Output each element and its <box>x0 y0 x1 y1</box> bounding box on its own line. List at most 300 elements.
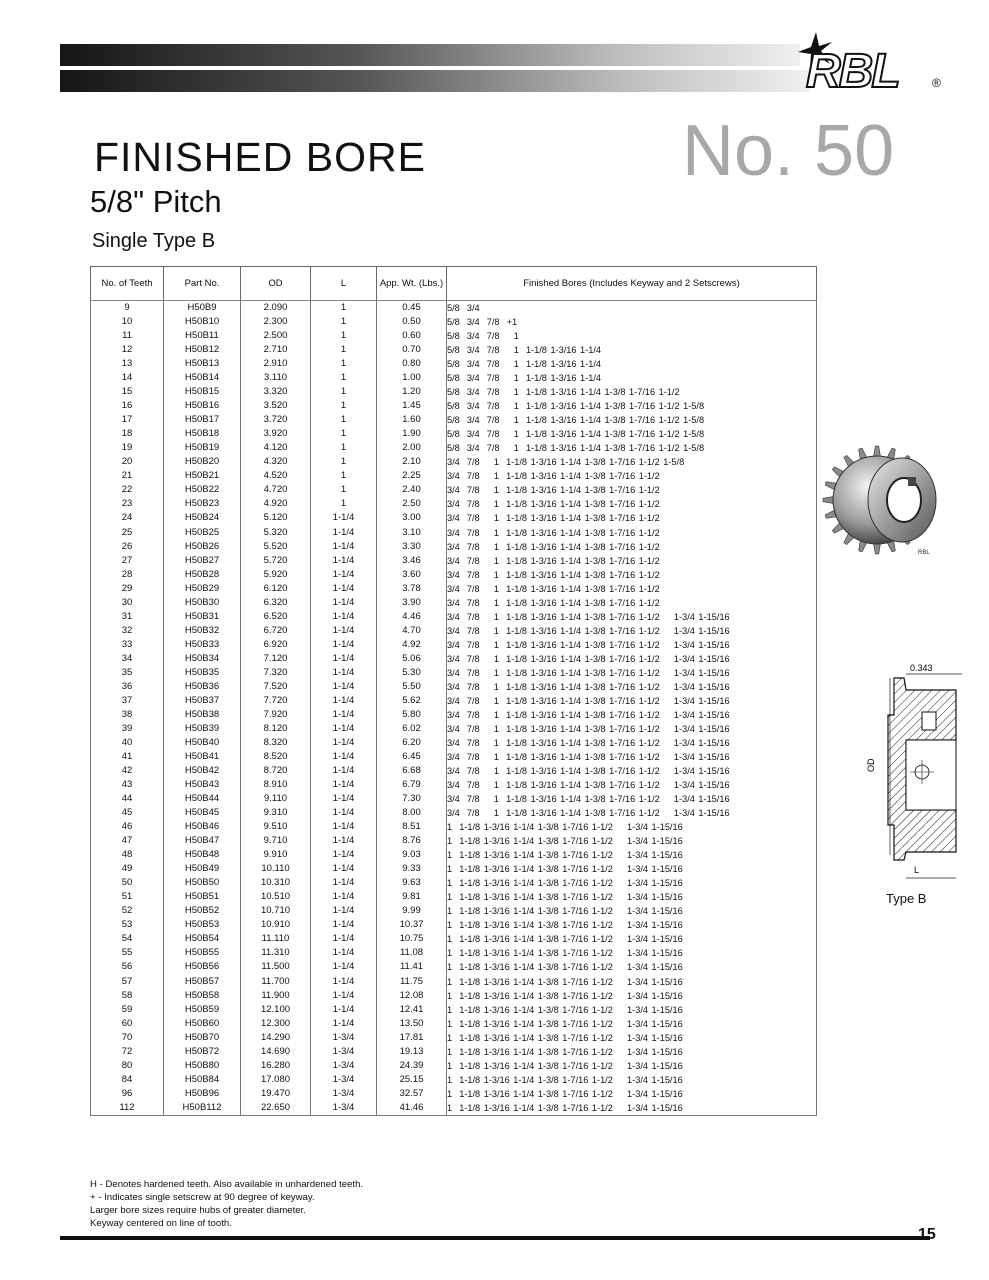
table-cell: 46 <box>91 820 164 834</box>
table-cell: 2.00 <box>377 441 447 455</box>
table-cell: 10.310 <box>241 876 311 890</box>
table-cell: 1-1/4 <box>311 820 377 834</box>
table-cell: 18 <box>91 427 164 441</box>
table-cell: 8.520 <box>241 750 311 764</box>
table-cell: H50B57 <box>164 975 241 989</box>
table-cell: 11.310 <box>241 946 311 960</box>
table-cell: 3.46 <box>377 554 447 568</box>
table-cell: H50B28 <box>164 568 241 582</box>
bore-sizes-cell: 3/4 7/8 1 1-1/8 1-3/16 1-1/4 1-3/8 1-7/16 1-1/2 1-3/4 1-15/16 <box>447 624 817 638</box>
table-row <box>91 876 817 890</box>
table-cell: 1-1/4 <box>311 876 377 890</box>
table-cell: 3.78 <box>377 582 447 596</box>
table-row <box>91 469 817 483</box>
table-cell: 6.02 <box>377 722 447 736</box>
table-cell: 11.500 <box>241 960 311 974</box>
table-cell: 4.920 <box>241 497 311 511</box>
table-cell: 5.720 <box>241 554 311 568</box>
table-cell: H50B80 <box>164 1059 241 1073</box>
table-cell: 1.60 <box>377 413 447 427</box>
table-cell: 1-1/4 <box>311 1017 377 1031</box>
bore-sizes-cell: 1 1-1/8 1-3/16 1-1/4 1-3/8 1-7/16 1-1/2 1-3/4 1-15/16 <box>447 1073 817 1087</box>
table-cell: 12 <box>91 343 164 357</box>
table-cell: 84 <box>91 1073 164 1087</box>
column-header: Finished Bores (Includes Keyway and 2 Setscrews) <box>447 267 817 301</box>
footnote: H - Denotes hardened teeth. Also available in unhardened teeth. <box>90 1179 364 1190</box>
table-cell: 24.39 <box>377 1059 447 1073</box>
table-cell: 59 <box>91 1003 164 1017</box>
table-cell: 53 <box>91 918 164 932</box>
table-cell: 54 <box>91 932 164 946</box>
table-cell: H50B43 <box>164 778 241 792</box>
table-cell: H50B27 <box>164 554 241 568</box>
table-row <box>91 497 817 511</box>
table-cell: 27 <box>91 554 164 568</box>
table-cell: 6.720 <box>241 624 311 638</box>
table-cell: H50B55 <box>164 946 241 960</box>
table-cell: 6.520 <box>241 610 311 624</box>
bore-sizes-cell: 1 1-1/8 1-3/16 1-1/4 1-3/8 1-7/16 1-1/2 1-3/4 1-15/16 <box>447 1017 817 1031</box>
table-header-row <box>91 267 817 301</box>
table-cell: H50B31 <box>164 610 241 624</box>
bore-sizes-cell: 3/4 7/8 1 1-1/8 1-3/16 1-1/4 1-3/8 1-7/16 1-1/2 <box>447 526 817 540</box>
bore-sizes-cell: 3/4 7/8 1 1-1/8 1-3/16 1-1/4 1-3/8 1-7/16 1-1/2 1-3/4 1-15/16 <box>447 750 817 764</box>
table-cell: H50B38 <box>164 708 241 722</box>
table-row <box>91 540 817 554</box>
table-row <box>91 792 817 806</box>
type-b-diagram <box>860 660 980 890</box>
bore-sizes-cell: 1 1-1/8 1-3/16 1-1/4 1-3/8 1-7/16 1-1/2 1-3/4 1-15/16 <box>447 960 817 974</box>
table-row <box>91 848 817 862</box>
bore-sizes-cell: 5/8 3/4 7/8 1 1-1/8 1-3/16 1-1/4 1-3/8 1-7/16 1-1/2 <box>447 385 817 399</box>
table-cell: H50B25 <box>164 526 241 540</box>
table-cell: H50B29 <box>164 582 241 596</box>
table-cell: 48 <box>91 848 164 862</box>
logo-text: RBL <box>806 45 899 98</box>
table-cell: 60 <box>91 1017 164 1031</box>
table-cell: 3.10 <box>377 526 447 540</box>
table-cell: H50B20 <box>164 455 241 469</box>
bore-sizes-cell: 5/8 3/4 7/8 1 <box>447 329 817 343</box>
bore-sizes-cell: 3/4 7/8 1 1-1/8 1-3/16 1-1/4 1-3/8 1-7/16 1-1/2 1-3/4 1-15/16 <box>447 708 817 722</box>
table-cell: H50B51 <box>164 890 241 904</box>
table-cell: 1-1/4 <box>311 568 377 582</box>
column-header: Part No. <box>164 267 241 301</box>
bore-sizes-cell: 3/4 7/8 1 1-1/8 1-3/16 1-1/4 1-3/8 1-7/16 1-1/2 1-3/4 1-15/16 <box>447 680 817 694</box>
table-cell: 1-1/4 <box>311 638 377 652</box>
table-cell: 50 <box>91 876 164 890</box>
table-cell: 12.300 <box>241 1017 311 1031</box>
table-row <box>91 413 817 427</box>
table-cell: 1 <box>311 343 377 357</box>
pitch-label: 5/8" Pitch <box>90 184 222 219</box>
table-cell: H50B47 <box>164 834 241 848</box>
table-cell: 1-1/4 <box>311 554 377 568</box>
table-cell: 5.520 <box>241 540 311 554</box>
table-row <box>91 960 817 974</box>
table-cell: H50B33 <box>164 638 241 652</box>
registered-mark: ® <box>932 76 941 90</box>
bore-sizes-cell: 1 1-1/8 1-3/16 1-1/4 1-3/8 1-7/16 1-1/2 1-3/4 1-15/16 <box>447 820 817 834</box>
table-cell: 1 <box>311 497 377 511</box>
table-cell: 9.63 <box>377 876 447 890</box>
table-row <box>91 582 817 596</box>
bore-sizes-cell: 1 1-1/8 1-3/16 1-1/4 1-3/8 1-7/16 1-1/2 1-3/4 1-15/16 <box>447 975 817 989</box>
table-cell: 1-3/4 <box>311 1059 377 1073</box>
bore-sizes-cell: 5/8 3/4 7/8 1 1-1/8 1-3/16 1-1/4 1-3/8 1-7/16 1-1/2 1-5/8 <box>447 427 817 441</box>
rbl-logo <box>800 38 950 100</box>
table-cell: H50B32 <box>164 624 241 638</box>
table-cell: H50B11 <box>164 329 241 343</box>
table-cell: 1-1/4 <box>311 834 377 848</box>
table-cell: 9.03 <box>377 848 447 862</box>
finished-bore-table <box>90 266 817 1116</box>
table-cell: 12.100 <box>241 1003 311 1017</box>
table-cell: 1-1/4 <box>311 890 377 904</box>
table-cell: 1-1/4 <box>311 904 377 918</box>
bore-sizes-cell: 3/4 7/8 1 1-1/8 1-3/16 1-1/4 1-3/8 1-7/16 1-1/2 <box>447 483 817 497</box>
table-cell: 70 <box>91 1031 164 1045</box>
bore-sizes-cell: 1 1-1/8 1-3/16 1-1/4 1-3/8 1-7/16 1-1/2 1-3/4 1-15/16 <box>447 1003 817 1017</box>
bore-sizes-cell: 1 1-1/8 1-3/16 1-1/4 1-3/8 1-7/16 1-1/2 1-3/4 1-15/16 <box>447 1045 817 1059</box>
table-cell: 5.30 <box>377 666 447 680</box>
bore-sizes-cell: 3/4 7/8 1 1-1/8 1-3/16 1-1/4 1-3/8 1-7/16 1-1/2 1-3/4 1-15/16 <box>447 806 817 820</box>
bore-sizes-cell: 5/8 3/4 7/8 1 1-1/8 1-3/16 1-1/4 <box>447 357 817 371</box>
table-row <box>91 1017 817 1031</box>
table-cell: 4.720 <box>241 483 311 497</box>
table-cell: 9.510 <box>241 820 311 834</box>
table-row <box>91 1045 817 1059</box>
table-cell: 9.710 <box>241 834 311 848</box>
table-cell: 1-1/4 <box>311 946 377 960</box>
table-cell: 49 <box>91 862 164 876</box>
table-cell: 1-1/4 <box>311 610 377 624</box>
table-cell: 3.920 <box>241 427 311 441</box>
table-cell: 16.280 <box>241 1059 311 1073</box>
table-cell: 28 <box>91 568 164 582</box>
table-cell: 7.520 <box>241 680 311 694</box>
bore-sizes-cell: 5/8 3/4 7/8 1 1-1/8 1-3/16 1-1/4 <box>447 371 817 385</box>
bore-sizes-cell: 1 1-1/8 1-3/16 1-1/4 1-3/8 1-7/16 1-1/2 1-3/4 1-15/16 <box>447 862 817 876</box>
table-row <box>91 638 817 652</box>
table-cell: 15 <box>91 385 164 399</box>
table-cell: 1-1/4 <box>311 694 377 708</box>
table-cell: 1 <box>311 329 377 343</box>
table-row <box>91 511 817 525</box>
table-cell: 1.00 <box>377 371 447 385</box>
table-row <box>91 554 817 568</box>
table-cell: H50B13 <box>164 357 241 371</box>
table-cell: 9.99 <box>377 904 447 918</box>
table-cell: 2.300 <box>241 315 311 329</box>
table-cell: 1 <box>311 371 377 385</box>
dimension-length: L <box>914 865 920 875</box>
table-cell: 5.920 <box>241 568 311 582</box>
table-cell: 17 <box>91 413 164 427</box>
table-cell: 42 <box>91 764 164 778</box>
bore-sizes-cell: 1 1-1/8 1-3/16 1-1/4 1-3/8 1-7/16 1-1/2 1-3/4 1-15/16 <box>447 890 817 904</box>
table-row <box>91 764 817 778</box>
table-cell: 1-1/4 <box>311 960 377 974</box>
table-cell: 3.90 <box>377 596 447 610</box>
table-cell: 32.57 <box>377 1087 447 1101</box>
table-cell: H50B112 <box>164 1101 241 1116</box>
bore-sizes-cell: 1 1-1/8 1-3/16 1-1/4 1-3/8 1-7/16 1-1/2 1-3/4 1-15/16 <box>447 918 817 932</box>
table-row <box>91 1087 817 1101</box>
table-cell: 10.110 <box>241 862 311 876</box>
table-cell: 12.41 <box>377 1003 447 1017</box>
table-row <box>91 975 817 989</box>
table-cell: 1 <box>311 483 377 497</box>
table-cell: 58 <box>91 989 164 1003</box>
table-cell: 4.46 <box>377 610 447 624</box>
table-cell: 10 <box>91 315 164 329</box>
table-row <box>91 526 817 540</box>
table-cell: 1 <box>311 385 377 399</box>
table-cell: 8.910 <box>241 778 311 792</box>
table-row <box>91 722 817 736</box>
table-cell: 1 <box>311 301 377 316</box>
table-cell: 36 <box>91 680 164 694</box>
bore-sizes-cell: 3/4 7/8 1 1-1/8 1-3/16 1-1/4 1-3/8 1-7/16 1-1/2 <box>447 497 817 511</box>
sprocket-image <box>822 440 942 560</box>
table-cell: 30 <box>91 596 164 610</box>
table-cell: 7.320 <box>241 666 311 680</box>
table-row <box>91 890 817 904</box>
bore-sizes-cell: 5/8 3/4 7/8 1 1-1/8 1-3/16 1-1/4 1-3/8 1-7/16 1-1/2 1-5/8 <box>447 413 817 427</box>
table-row <box>91 750 817 764</box>
table-cell: 20 <box>91 455 164 469</box>
table-cell: 8.320 <box>241 736 311 750</box>
column-header: L <box>311 267 377 301</box>
table-row <box>91 946 817 960</box>
table-cell: 9.310 <box>241 806 311 820</box>
table-cell: 4.70 <box>377 624 447 638</box>
table-cell: 1-3/4 <box>311 1031 377 1045</box>
table-cell: H50B48 <box>164 848 241 862</box>
table-cell: 1-1/4 <box>311 792 377 806</box>
table-row <box>91 455 817 469</box>
footnote: + - Indicates single setscrew at 90 degree of keyway. <box>90 1192 315 1203</box>
table-cell: H50B53 <box>164 918 241 932</box>
table-row <box>91 371 817 385</box>
table-row <box>91 806 817 820</box>
chain-number: No. 50 <box>682 111 895 191</box>
table-cell: 1-1/4 <box>311 596 377 610</box>
bore-sizes-cell: 3/4 7/8 1 1-1/8 1-3/16 1-1/4 1-3/8 1-7/16 1-1/2 1-3/4 1-15/16 <box>447 638 817 652</box>
table-cell: 5.50 <box>377 680 447 694</box>
table-cell: 10.910 <box>241 918 311 932</box>
table-cell: H50B34 <box>164 652 241 666</box>
table-cell: 2.500 <box>241 329 311 343</box>
table-row <box>91 568 817 582</box>
table-cell: 2.910 <box>241 357 311 371</box>
table-cell: 38 <box>91 708 164 722</box>
table-cell: 23 <box>91 497 164 511</box>
table-row <box>91 680 817 694</box>
bore-sizes-cell: 3/4 7/8 1 1-1/8 1-3/16 1-1/4 1-3/8 1-7/16 1-1/2 <box>447 582 817 596</box>
table-cell: 1 <box>311 399 377 413</box>
bore-sizes-cell: 5/8 3/4 7/8 +1 <box>447 315 817 329</box>
footnote: Larger bore sizes require hubs of greater diameter. <box>90 1205 306 1216</box>
table-cell: 2.50 <box>377 497 447 511</box>
table-cell: 3.00 <box>377 511 447 525</box>
table-cell: 1 <box>311 315 377 329</box>
table-row <box>91 652 817 666</box>
table-cell: 0.50 <box>377 315 447 329</box>
table-cell: H50B96 <box>164 1087 241 1101</box>
table-cell: 43 <box>91 778 164 792</box>
table-cell: 1-1/4 <box>311 750 377 764</box>
bore-sizes-cell: 3/4 7/8 1 1-1/8 1-3/16 1-1/4 1-3/8 1-7/16 1-1/2 1-3/4 1-15/16 <box>447 722 817 736</box>
table-row <box>91 736 817 750</box>
table-cell: 1-1/4 <box>311 540 377 554</box>
table-cell: 13.50 <box>377 1017 447 1031</box>
table-cell: 10.75 <box>377 932 447 946</box>
table-body <box>91 301 817 1116</box>
bore-sizes-cell: 1 1-1/8 1-3/16 1-1/4 1-3/8 1-7/16 1-1/2 1-3/4 1-15/16 <box>447 834 817 848</box>
table-cell: 34 <box>91 652 164 666</box>
table-cell: 7.720 <box>241 694 311 708</box>
table-row <box>91 441 817 455</box>
table-row <box>91 989 817 1003</box>
table-cell: 25 <box>91 526 164 540</box>
table-row <box>91 1031 817 1045</box>
table-cell: H50B84 <box>164 1073 241 1087</box>
table-cell: 1 <box>311 455 377 469</box>
dimension-od: OD <box>866 758 876 772</box>
table-row <box>91 427 817 441</box>
bore-sizes-cell: 3/4 7/8 1 1-1/8 1-3/16 1-1/4 1-3/8 1-7/16 1-1/2 1-3/4 1-15/16 <box>447 610 817 624</box>
table-cell: 32 <box>91 624 164 638</box>
table-row <box>91 932 817 946</box>
table-cell: H50B22 <box>164 483 241 497</box>
table-cell: 10.510 <box>241 890 311 904</box>
header-bar-top <box>60 44 800 66</box>
table-cell: 3.60 <box>377 568 447 582</box>
table-cell: 4.320 <box>241 455 311 469</box>
table-cell: 51 <box>91 890 164 904</box>
bore-sizes-cell: 3/4 7/8 1 1-1/8 1-3/16 1-1/4 1-3/8 1-7/16 1-1/2 1-3/4 1-15/16 <box>447 652 817 666</box>
bore-sizes-cell: 1 1-1/8 1-3/16 1-1/4 1-3/8 1-7/16 1-1/2 1-3/4 1-15/16 <box>447 848 817 862</box>
table-cell: 5.320 <box>241 526 311 540</box>
table-cell: 6.45 <box>377 750 447 764</box>
table-cell: H50B45 <box>164 806 241 820</box>
bore-sizes-cell: 1 1-1/8 1-3/16 1-1/4 1-3/8 1-7/16 1-1/2 1-3/4 1-15/16 <box>447 1101 817 1116</box>
table-row <box>91 343 817 357</box>
table-cell: 1-1/4 <box>311 582 377 596</box>
table-row <box>91 610 817 624</box>
table-cell: 41 <box>91 750 164 764</box>
table-row <box>91 1101 817 1116</box>
table-cell: H50B50 <box>164 876 241 890</box>
table-cell: 11.700 <box>241 975 311 989</box>
table-cell: 3.110 <box>241 371 311 385</box>
table-row <box>91 385 817 399</box>
table-cell: 7.920 <box>241 708 311 722</box>
table-row <box>91 694 817 708</box>
table-cell: 52 <box>91 904 164 918</box>
bore-sizes-cell: 3/4 7/8 1 1-1/8 1-3/16 1-1/4 1-3/8 1-7/16 1-1/2 <box>447 596 817 610</box>
table-cell: 19.470 <box>241 1087 311 1101</box>
table-cell: 9.81 <box>377 890 447 904</box>
bore-sizes-cell: 3/4 7/8 1 1-1/8 1-3/16 1-1/4 1-3/8 1-7/16 1-1/2 1-3/4 1-15/16 <box>447 736 817 750</box>
table-cell: H50B9 <box>164 301 241 316</box>
column-header: No. of Teeth <box>91 267 164 301</box>
table-cell: 14 <box>91 371 164 385</box>
table-cell: H50B60 <box>164 1017 241 1031</box>
bore-sizes-cell: 3/4 7/8 1 1-1/8 1-3/16 1-1/4 1-3/8 1-7/16 1-1/2 1-3/4 1-15/16 <box>447 666 817 680</box>
table-cell: 1-3/4 <box>311 1045 377 1059</box>
bore-sizes-cell: 1 1-1/8 1-3/16 1-1/4 1-3/8 1-7/16 1-1/2 1-3/4 1-15/16 <box>447 989 817 1003</box>
table-cell: 112 <box>91 1101 164 1116</box>
table-cell: 1-1/4 <box>311 918 377 932</box>
table-cell: 8.00 <box>377 806 447 820</box>
table-cell: 5.80 <box>377 708 447 722</box>
table-cell: 16 <box>91 399 164 413</box>
table-cell: 1-1/4 <box>311 526 377 540</box>
table-cell: 9.110 <box>241 792 311 806</box>
header-bar-bottom <box>60 70 810 92</box>
table-cell: 1-1/4 <box>311 989 377 1003</box>
table-cell: 9 <box>91 301 164 316</box>
table-cell: 0.45 <box>377 301 447 316</box>
table-cell: 1 <box>311 413 377 427</box>
table-cell: 3.720 <box>241 413 311 427</box>
table-row <box>91 778 817 792</box>
bore-sizes-cell: 1 1-1/8 1-3/16 1-1/4 1-3/8 1-7/16 1-1/2 1-3/4 1-15/16 <box>447 946 817 960</box>
table-cell: 35 <box>91 666 164 680</box>
table-row <box>91 483 817 497</box>
table-cell: 19.13 <box>377 1045 447 1059</box>
bore-sizes-cell: 3/4 7/8 1 1-1/8 1-3/16 1-1/4 1-3/8 1-7/16 1-1/2 <box>447 568 817 582</box>
table-row <box>91 357 817 371</box>
table-cell: 7.30 <box>377 792 447 806</box>
table-cell: 14.690 <box>241 1045 311 1059</box>
table-cell: 1 <box>311 357 377 371</box>
table-cell: H50B21 <box>164 469 241 483</box>
table-cell: 8.120 <box>241 722 311 736</box>
table-row <box>91 624 817 638</box>
footnotes <box>90 1178 363 1230</box>
table-cell: H50B72 <box>164 1045 241 1059</box>
bore-sizes-cell: 3/4 7/8 1 1-1/8 1-3/16 1-1/4 1-3/8 1-7/16 1-1/2 1-3/4 1-15/16 <box>447 778 817 792</box>
table-cell: 44 <box>91 792 164 806</box>
table-cell: 1-1/4 <box>311 652 377 666</box>
table-cell: 4.520 <box>241 469 311 483</box>
bore-sizes-cell: 3/4 7/8 1 1-1/8 1-3/16 1-1/4 1-3/8 1-7/16 1-1/2 <box>447 511 817 525</box>
table-cell: H50B46 <box>164 820 241 834</box>
table-cell: H50B18 <box>164 427 241 441</box>
table-cell: 1 <box>311 469 377 483</box>
table-cell: 6.79 <box>377 778 447 792</box>
table-cell: 0.80 <box>377 357 447 371</box>
table-cell: 1-1/4 <box>311 722 377 736</box>
table-cell: H50B41 <box>164 750 241 764</box>
table-cell: 11.900 <box>241 989 311 1003</box>
table-cell: 45 <box>91 806 164 820</box>
table-cell: 1-1/4 <box>311 975 377 989</box>
table-cell: 6.920 <box>241 638 311 652</box>
table-cell: 1-1/4 <box>311 848 377 862</box>
bore-sizes-cell: 5/8 3/4 7/8 1 1-1/8 1-3/16 1-1/4 1-3/8 1-7/16 1-1/2 1-5/8 <box>447 399 817 413</box>
page-number: 15 <box>918 1226 936 1243</box>
bore-sizes-cell: 3/4 7/8 1 1-1/8 1-3/16 1-1/4 1-3/8 1-7/16 1-1/2 1-5/8 <box>447 455 817 469</box>
table-cell: 1-1/4 <box>311 778 377 792</box>
table-cell: 33 <box>91 638 164 652</box>
table-row <box>91 666 817 680</box>
table-cell: 1-1/4 <box>311 932 377 946</box>
